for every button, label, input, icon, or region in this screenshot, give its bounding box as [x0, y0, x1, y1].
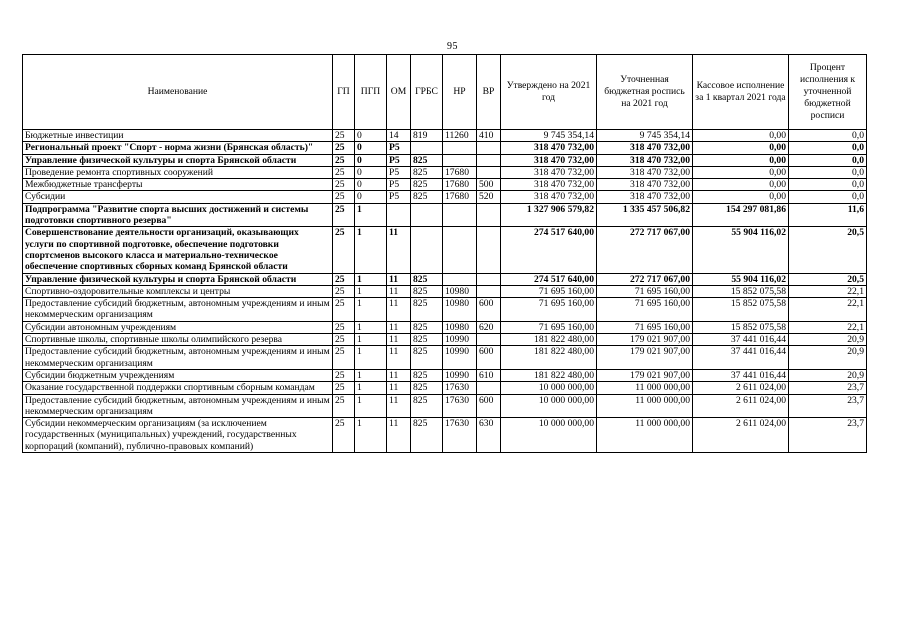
cell-vr: 410 [477, 130, 501, 142]
cell-revised: 11 000 000,00 [597, 418, 693, 453]
cell-np: 17680 [443, 179, 477, 191]
cell-percent: 0,0 [789, 130, 867, 142]
cell-approved: 71 695 160,00 [501, 298, 597, 322]
cell-approved: 274 517 640,00 [501, 273, 597, 285]
cell-ppgp: 1 [355, 321, 387, 333]
cell-np [443, 142, 477, 154]
table-row [23, 130, 867, 142]
cell-name: Предоставление субсидий бюджетным, автономным учреждениям и иным некоммерческим организациям [23, 394, 333, 418]
cell-name: Оказание государственной поддержки спортивным сборным командам [23, 382, 333, 394]
cell-om: P5 [387, 166, 411, 178]
cell-percent: 23,7 [789, 394, 867, 418]
table-row [23, 285, 867, 297]
cell-name: Субсидии [23, 191, 333, 203]
cell-ppgp: 1 [355, 346, 387, 370]
cell-approved: 181 822 480,00 [501, 334, 597, 346]
cell-ppgp: 1 [355, 334, 387, 346]
table-row [23, 179, 867, 191]
cell-approved: 318 470 732,00 [501, 191, 597, 203]
cell-np: 17630 [443, 394, 477, 418]
page-number: 95 [447, 41, 458, 52]
cell-name: Проведение ремонта спортивных сооружений [23, 166, 333, 178]
cell-cash: 0,00 [693, 154, 789, 166]
cell-om: 11 [387, 334, 411, 346]
cell-approved: 10 000 000,00 [501, 382, 597, 394]
cell-vr: 610 [477, 369, 501, 381]
cell-percent: 0,0 [789, 154, 867, 166]
cell-percent: 22,1 [789, 298, 867, 322]
table-row [23, 321, 867, 333]
cell-name: Межбюджетные трансферты [23, 179, 333, 191]
cell-om: P5 [387, 142, 411, 154]
table-row [23, 203, 867, 227]
cell-cash: 0,00 [693, 130, 789, 142]
cell-revised: 179 021 907,00 [597, 346, 693, 370]
cell-revised: 179 021 907,00 [597, 369, 693, 381]
cell-revised: 318 470 732,00 [597, 179, 693, 191]
cell-approved: 10 000 000,00 [501, 394, 597, 418]
cell-percent: 11,6 [789, 203, 867, 227]
cell-om: 11 [387, 227, 411, 273]
header-grbs: ГРБС [411, 55, 443, 130]
cell-gp: 25 [333, 227, 355, 273]
cell-percent: 22,1 [789, 321, 867, 333]
cell-om: P5 [387, 179, 411, 191]
cell-np: 17630 [443, 382, 477, 394]
cell-percent: 20,5 [789, 227, 867, 273]
cell-gp: 25 [333, 418, 355, 453]
table-row [23, 418, 867, 453]
cell-revised: 9 745 354,14 [597, 130, 693, 142]
cell-np: 11260 [443, 130, 477, 142]
cell-approved: 1 327 906 579,82 [501, 203, 597, 227]
cell-revised: 71 695 160,00 [597, 321, 693, 333]
cell-name: Предоставление субсидий бюджетным, автономным учреждениям и иным некоммерческим организациям [23, 346, 333, 370]
cell-gp: 25 [333, 154, 355, 166]
header-ppgp: ПГП [355, 55, 387, 130]
cell-ppgp: 0 [355, 191, 387, 203]
cell-grbs: 825 [411, 418, 443, 453]
cell-gp: 25 [333, 203, 355, 227]
cell-np: 10980 [443, 321, 477, 333]
cell-ppgp: 1 [355, 273, 387, 285]
cell-grbs: 825 [411, 298, 443, 322]
cell-percent: 0,0 [789, 142, 867, 154]
table-row [23, 394, 867, 418]
cell-np: 10980 [443, 285, 477, 297]
cell-np [443, 203, 477, 227]
table-row [23, 334, 867, 346]
cell-name: Управление физической культуры и спорта Брянской области [23, 154, 333, 166]
cell-vr: 600 [477, 346, 501, 370]
cell-cash: 0,00 [693, 142, 789, 154]
cell-grbs: 825 [411, 154, 443, 166]
cell-cash: 37 441 016,44 [693, 346, 789, 370]
cell-vr [477, 334, 501, 346]
cell-name: Региональный проект "Спорт - норма жизни (Брянская область)" [23, 142, 333, 154]
table-row [23, 273, 867, 285]
cell-vr [477, 273, 501, 285]
cell-ppgp: 1 [355, 298, 387, 322]
cell-gp: 25 [333, 285, 355, 297]
cell-ppgp: 1 [355, 227, 387, 273]
cell-percent: 0,0 [789, 166, 867, 178]
cell-name: Спортивно-оздоровительные комплексы и центры [23, 285, 333, 297]
table-row [23, 191, 867, 203]
cell-revised: 318 470 732,00 [597, 142, 693, 154]
cell-approved: 181 822 480,00 [501, 369, 597, 381]
cell-revised: 11 000 000,00 [597, 382, 693, 394]
cell-grbs: 819 [411, 130, 443, 142]
cell-om: 11 [387, 418, 411, 453]
cell-ppgp: 0 [355, 166, 387, 178]
cell-revised: 318 470 732,00 [597, 191, 693, 203]
table-row [23, 154, 867, 166]
cell-gp: 25 [333, 382, 355, 394]
cell-om: 11 [387, 285, 411, 297]
cell-approved: 318 470 732,00 [501, 166, 597, 178]
cell-name: Подпрограмма "Развитие спорта высших достижений и системы подготовки спортивного резерва" [23, 203, 333, 227]
cell-percent: 20,9 [789, 334, 867, 346]
cell-ppgp: 1 [355, 382, 387, 394]
cell-om: P5 [387, 191, 411, 203]
cell-om: 11 [387, 369, 411, 381]
cell-vr: 500 [477, 179, 501, 191]
cell-ppgp: 1 [355, 203, 387, 227]
cell-np: 10980 [443, 298, 477, 322]
cell-approved: 9 745 354,14 [501, 130, 597, 142]
cell-approved: 274 517 640,00 [501, 227, 597, 273]
cell-grbs: 825 [411, 369, 443, 381]
cell-np: 10990 [443, 334, 477, 346]
cell-vr [477, 227, 501, 273]
header-cash: Кассовое исполнение за 1 квартал 2021 года [693, 55, 789, 130]
cell-cash: 37 441 016,44 [693, 334, 789, 346]
cell-ppgp: 0 [355, 154, 387, 166]
cell-gp: 25 [333, 191, 355, 203]
cell-np: 10990 [443, 346, 477, 370]
cell-grbs: 825 [411, 273, 443, 285]
cell-cash: 0,00 [693, 166, 789, 178]
table-row [23, 142, 867, 154]
cell-grbs: 825 [411, 166, 443, 178]
cell-gp: 25 [333, 273, 355, 285]
table-row [23, 369, 867, 381]
cell-gp: 25 [333, 334, 355, 346]
cell-grbs: 825 [411, 394, 443, 418]
cell-approved: 181 822 480,00 [501, 346, 597, 370]
cell-grbs: 825 [411, 179, 443, 191]
cell-om: 11 [387, 298, 411, 322]
cell-ppgp: 1 [355, 285, 387, 297]
table-row [23, 227, 867, 273]
cell-vr: 600 [477, 394, 501, 418]
cell-revised: 11 000 000,00 [597, 394, 693, 418]
cell-revised: 179 021 907,00 [597, 334, 693, 346]
cell-grbs: 825 [411, 285, 443, 297]
cell-grbs [411, 142, 443, 154]
cell-approved: 71 695 160,00 [501, 285, 597, 297]
cell-cash: 154 297 081,86 [693, 203, 789, 227]
table-body [23, 130, 867, 453]
cell-grbs [411, 203, 443, 227]
cell-name: Совершенствование деятельности организаций, оказывающих услуги по спортивной подготовке, обеспечение подготовки спортсменов высокого класса и материально-техническое обеспечение спортивных сборных команд Брянской области [23, 227, 333, 273]
header-revised: Уточненная бюджетная роспись на 2021 год [597, 55, 693, 130]
cell-cash: 37 441 016,44 [693, 369, 789, 381]
cell-ppgp: 0 [355, 179, 387, 191]
header-vr: ВР [477, 55, 501, 130]
cell-percent: 20,5 [789, 273, 867, 285]
cell-vr [477, 382, 501, 394]
cell-revised: 71 695 160,00 [597, 298, 693, 322]
cell-ppgp: 1 [355, 369, 387, 381]
cell-vr: 520 [477, 191, 501, 203]
cell-percent: 20,9 [789, 369, 867, 381]
cell-om: 11 [387, 273, 411, 285]
cell-np [443, 154, 477, 166]
cell-name: Субсидии некоммерческим организациям (за исключением государственных (муниципальных) учреждений, государственных корпораций (компаний), публично-правовых компаний) [23, 418, 333, 453]
cell-gp: 25 [333, 166, 355, 178]
cell-name: Управление физической культуры и спорта Брянской области [23, 273, 333, 285]
cell-cash: 0,00 [693, 179, 789, 191]
cell-approved: 71 695 160,00 [501, 321, 597, 333]
cell-percent: 23,7 [789, 418, 867, 453]
cell-om: 11 [387, 321, 411, 333]
cell-ppgp: 0 [355, 142, 387, 154]
cell-grbs: 825 [411, 346, 443, 370]
cell-vr: 630 [477, 418, 501, 453]
cell-np: 17680 [443, 191, 477, 203]
cell-gp: 25 [333, 394, 355, 418]
cell-np [443, 273, 477, 285]
cell-percent: 23,7 [789, 382, 867, 394]
cell-revised: 272 717 067,00 [597, 227, 693, 273]
cell-gp: 25 [333, 369, 355, 381]
cell-revised: 1 335 457 506,82 [597, 203, 693, 227]
cell-approved: 318 470 732,00 [501, 154, 597, 166]
cell-vr [477, 142, 501, 154]
cell-np: 17630 [443, 418, 477, 453]
cell-cash: 2 611 024,00 [693, 418, 789, 453]
header-np: НР [443, 55, 477, 130]
cell-grbs: 825 [411, 191, 443, 203]
cell-ppgp: 1 [355, 394, 387, 418]
budget-execution-table [22, 54, 867, 453]
cell-np [443, 227, 477, 273]
cell-name: Предоставление субсидий бюджетным, автономным учреждениям и иным некоммерческим организациям [23, 298, 333, 322]
cell-cash: 2 611 024,00 [693, 382, 789, 394]
cell-grbs: 825 [411, 321, 443, 333]
cell-np: 10990 [443, 369, 477, 381]
cell-percent: 20,9 [789, 346, 867, 370]
table-header-row [23, 55, 867, 130]
table-row [23, 382, 867, 394]
cell-gp: 25 [333, 321, 355, 333]
cell-name: Бюджетные инвестиции [23, 130, 333, 142]
cell-revised: 318 470 732,00 [597, 166, 693, 178]
cell-cash: 55 904 116,02 [693, 227, 789, 273]
cell-percent: 0,0 [789, 179, 867, 191]
cell-name: Субсидии автономным учреждениям [23, 321, 333, 333]
cell-om: 11 [387, 394, 411, 418]
header-om: ОМ [387, 55, 411, 130]
cell-vr [477, 166, 501, 178]
cell-ppgp: 1 [355, 418, 387, 453]
header-gp: ГП [333, 55, 355, 130]
cell-name: Спортивные школы, спортивные школы олимпийского резерва [23, 334, 333, 346]
header-name: Наименование [23, 55, 333, 130]
cell-grbs [411, 227, 443, 273]
header-approved: Утверждено на 2021 год [501, 55, 597, 130]
cell-gp: 25 [333, 298, 355, 322]
cell-revised: 272 717 067,00 [597, 273, 693, 285]
cell-om: 11 [387, 346, 411, 370]
table-row [23, 166, 867, 178]
cell-vr [477, 154, 501, 166]
cell-revised: 71 695 160,00 [597, 285, 693, 297]
cell-vr: 600 [477, 298, 501, 322]
cell-revised: 318 470 732,00 [597, 154, 693, 166]
cell-gp: 25 [333, 142, 355, 154]
cell-np: 17680 [443, 166, 477, 178]
cell-vr: 620 [477, 321, 501, 333]
cell-om [387, 203, 411, 227]
cell-cash: 0,00 [693, 191, 789, 203]
cell-cash: 15 852 075,58 [693, 298, 789, 322]
cell-approved: 10 000 000,00 [501, 418, 597, 453]
table-row [23, 298, 867, 322]
cell-cash: 15 852 075,58 [693, 321, 789, 333]
cell-ppgp: 0 [355, 130, 387, 142]
cell-grbs: 825 [411, 382, 443, 394]
cell-approved: 318 470 732,00 [501, 142, 597, 154]
cell-name: Субсидии бюджетным учреждениям [23, 369, 333, 381]
table-row [23, 346, 867, 370]
cell-om: 11 [387, 382, 411, 394]
cell-cash: 15 852 075,58 [693, 285, 789, 297]
cell-percent: 22,1 [789, 285, 867, 297]
cell-gp: 25 [333, 179, 355, 191]
cell-grbs: 825 [411, 334, 443, 346]
cell-cash: 55 904 116,02 [693, 273, 789, 285]
cell-vr [477, 203, 501, 227]
cell-gp: 25 [333, 346, 355, 370]
cell-percent: 0,0 [789, 191, 867, 203]
cell-om: 14 [387, 130, 411, 142]
cell-om: P5 [387, 154, 411, 166]
header-percent: Процент исполнения к уточненной бюджетной росписи [789, 55, 867, 130]
cell-cash: 2 611 024,00 [693, 394, 789, 418]
cell-approved: 318 470 732,00 [501, 179, 597, 191]
cell-gp: 25 [333, 130, 355, 142]
cell-vr [477, 285, 501, 297]
